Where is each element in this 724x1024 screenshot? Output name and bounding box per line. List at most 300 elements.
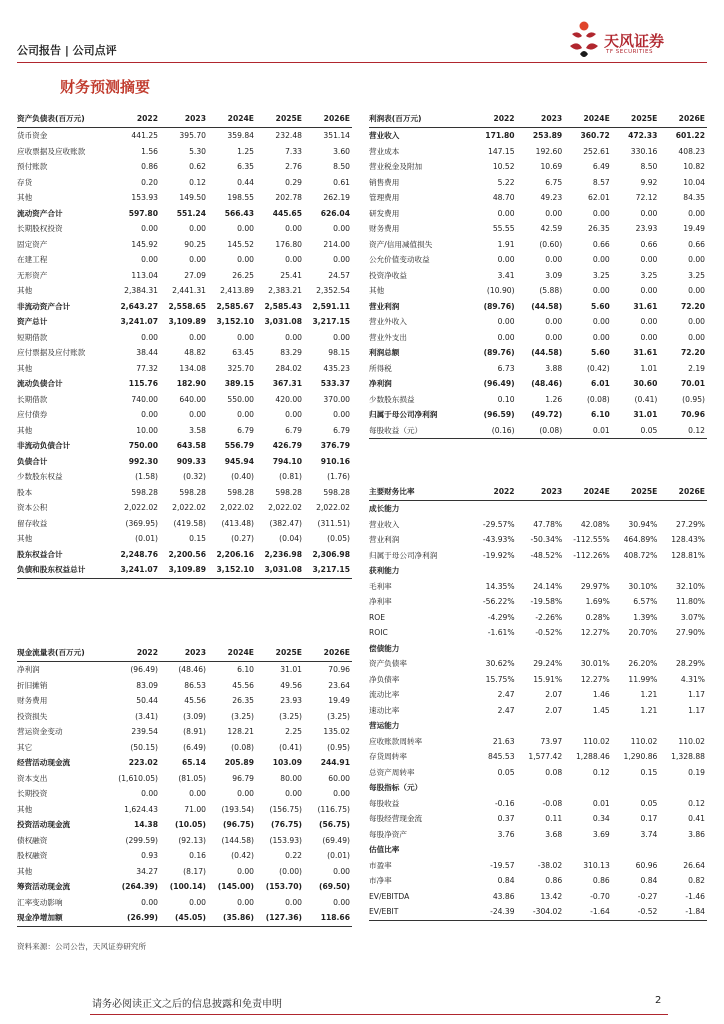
cell-value: 31.01 [280, 665, 302, 674]
cell-value: 566.43 [224, 208, 254, 218]
cell-value: 533.37 [320, 379, 350, 388]
cell-value: 0.00 [545, 208, 563, 218]
row-label: 每股净资产 [369, 829, 407, 839]
cell-value: 0.61 [333, 177, 350, 187]
row-label: 财务费用 [17, 696, 48, 705]
cell-value: 43.86 [492, 891, 515, 901]
logo-subtext: TF SECURITIES [606, 49, 653, 55]
row-label: 无形资产 [17, 270, 48, 280]
cell-value: -24.39 [469, 904, 517, 920]
cell-value: 11.99% [628, 674, 658, 684]
cell-value: (193.54) [221, 804, 254, 814]
cell-value: 10.69 [540, 162, 563, 171]
cell-value: 253.89 [532, 131, 563, 140]
table-row [17, 314, 352, 330]
cell-value: -1.84 [659, 904, 707, 920]
table-row [17, 252, 352, 268]
cell-value: (0.01) [327, 851, 350, 860]
cell-value: 96.79 [232, 773, 254, 783]
row-label: 每股收益 [369, 798, 400, 808]
footer-divider [90, 1014, 668, 1015]
cell-value: (419.58) [173, 518, 206, 528]
cell-value: 27.90% [676, 628, 705, 637]
table-row [369, 842, 707, 858]
cell-value: 945.94 [224, 456, 254, 466]
cell-value: 0.00 [592, 286, 610, 295]
cell-value: 0.00 [189, 789, 206, 798]
cell-value: 7.33 [285, 146, 302, 156]
cell-value: 992.30 [128, 456, 158, 466]
row-label: 总资产周转率 [369, 767, 415, 777]
cell-value: -19.92% [482, 550, 515, 560]
cell-value: (116.75) [317, 804, 350, 814]
column-header: 2026E [659, 111, 707, 128]
cell-value: 0.15 [189, 534, 206, 543]
row-label: 营业成本 [369, 146, 400, 156]
row-label: 在建工程 [17, 255, 48, 264]
cell-value: 113.04 [131, 270, 158, 280]
cell-value: 395.70 [179, 131, 206, 140]
cell-value: 2,022.02 [124, 503, 158, 512]
cell-value: -0.27 [637, 891, 658, 901]
row-label: 营业外支出 [369, 332, 407, 342]
cell-value: (0.32) [183, 472, 206, 481]
cell-value [469, 780, 517, 796]
cell-value: 598.28 [227, 487, 254, 497]
cell-value: 3.07% [680, 612, 705, 622]
cell-value [612, 780, 660, 796]
cell-value [612, 501, 660, 517]
cell-value: 551.24 [176, 208, 206, 218]
cell-value: (0.05) [327, 534, 350, 543]
cell-value: 62.01 [588, 193, 610, 202]
table-row [17, 392, 352, 408]
cell-value: 3,031.08 [264, 317, 302, 326]
cell-value: 601.22 [675, 131, 705, 140]
cell-value: -4.29% [487, 612, 515, 622]
cell-value: -43.93% [482, 535, 515, 544]
row-label: 少数股东权益 [17, 472, 63, 481]
cell-value: 0.12 [688, 798, 705, 808]
company-logo [566, 20, 706, 64]
cell-value: 6.01 [591, 379, 610, 388]
cell-value: 0.00 [497, 255, 515, 264]
table-row [17, 438, 352, 454]
cell-value: 60.00 [328, 773, 350, 783]
cell-value: 1,577.42 [528, 752, 563, 761]
cell-value: 26.35 [588, 224, 610, 233]
cell-value: -1.61% [487, 628, 515, 637]
table-row [369, 221, 707, 237]
cell-value: 0.00 [497, 208, 515, 218]
row-label: 投资活动现金流 [17, 820, 71, 829]
page-number: 2 [655, 995, 662, 1006]
row-label: 公允价值变动收益 [369, 255, 430, 264]
cell-value: 42.59 [540, 224, 563, 233]
table-row [369, 718, 707, 734]
column-header: 2025E [612, 111, 660, 128]
cell-value: 45.56 [232, 680, 254, 690]
cell-value: 0.86 [545, 876, 563, 885]
row-label: 应付债券 [17, 410, 48, 419]
cell-value: 30.01% [580, 659, 610, 668]
header-divider [17, 62, 707, 63]
cell-value: 153.93 [131, 193, 158, 202]
table-row [369, 827, 707, 843]
cell-value: 3,152.10 [216, 317, 254, 326]
cell-value: 5.22 [497, 177, 515, 187]
cell-value: 0.00 [640, 286, 658, 295]
cell-value [659, 842, 707, 858]
cell-value: 0.00 [333, 332, 350, 342]
table-row [17, 361, 352, 377]
cell-value: 0.00 [333, 255, 350, 264]
table-row [17, 755, 352, 771]
cell-value: 2,206.16 [216, 549, 254, 559]
cell-value: 134.08 [179, 363, 206, 373]
cell-value [517, 641, 565, 657]
balance-sheet-table [17, 111, 352, 579]
cell-value: 202.78 [275, 193, 302, 202]
row-label: 存货周转率 [369, 752, 407, 761]
row-label: 流动比率 [369, 690, 400, 699]
cell-value: (49.72) [531, 410, 563, 419]
cell-value: 72.20 [680, 348, 705, 357]
cell-value: 0.00 [285, 332, 302, 342]
cell-value: 0.00 [285, 897, 302, 907]
cell-value: 0.00 [640, 255, 658, 264]
cell-value: 1.26 [545, 394, 563, 404]
cell-value: 26.20% [628, 659, 658, 668]
cell-value: (145.00) [217, 882, 254, 891]
cell-value: 0.00 [592, 255, 610, 264]
table-title: 现金流量表(百万元) [17, 645, 112, 662]
cell-value: 598.28 [179, 487, 206, 497]
cell-value: 3.09 [545, 270, 563, 280]
cell-value: 0.00 [237, 224, 254, 233]
cell-value: 0.11 [545, 814, 563, 823]
table-row [17, 407, 352, 423]
cell-value [564, 780, 612, 796]
cell-value: 0.00 [688, 286, 705, 295]
cell-value: 198.55 [227, 193, 254, 202]
table-row [17, 848, 352, 864]
table-row [369, 889, 707, 905]
cell-value: 376.79 [320, 441, 350, 450]
cell-value: 408.23 [678, 146, 705, 156]
table-row [17, 531, 352, 547]
table-row [369, 144, 707, 160]
cell-value: 2,441.31 [172, 286, 206, 295]
column-header: 2025E [612, 484, 660, 501]
row-label: 流动负债合计 [17, 379, 63, 388]
cell-value: 1,290.86 [623, 752, 658, 761]
cell-value: (48.46) [531, 379, 563, 388]
cell-value: 640.00 [179, 394, 206, 404]
cell-value: 845.53 [488, 752, 515, 761]
cell-value: 0.28% [585, 612, 610, 622]
cell-value: -112.26% [573, 550, 610, 560]
cell-value: 0.37 [497, 814, 515, 823]
table-row [369, 376, 707, 392]
cell-value: 0.62 [189, 162, 206, 171]
table-row [369, 687, 707, 703]
cell-value: 2,022.02 [172, 503, 206, 512]
cell-value: -0.16 [494, 798, 515, 808]
cell-value: 26.25 [232, 270, 254, 280]
cell-value: 8.57 [592, 177, 610, 187]
cell-value: 0.00 [237, 332, 254, 342]
cell-value: 0.05 [612, 423, 660, 439]
cell-value: 10.52 [492, 162, 515, 171]
cell-value: 472.33 [628, 131, 658, 140]
column-header: 2025E [256, 645, 304, 662]
cell-value [612, 563, 660, 579]
cell-value: 0.00 [189, 255, 206, 264]
cell-value: (0.41) [279, 742, 302, 752]
cell-value: 1.17 [688, 690, 705, 699]
cell-value: 0.00 [189, 224, 206, 233]
cell-value: 5.30 [189, 146, 206, 156]
cell-value: (76.75) [271, 820, 302, 829]
row-label: 净负债率 [369, 674, 400, 684]
cell-value: 24.14% [533, 581, 563, 591]
cell-value: 2,585.67 [216, 301, 254, 311]
table-row [17, 562, 352, 578]
table-row [369, 656, 707, 672]
cell-value: 445.65 [272, 208, 302, 218]
cell-value: (10.05) [175, 820, 206, 829]
cell-value: 147.15 [488, 146, 515, 156]
cell-value: 6.75 [545, 177, 563, 187]
cell-value: 49.23 [540, 193, 563, 202]
table-row [17, 786, 352, 802]
cell-value: 6.10 [237, 665, 254, 674]
cell-value: 0.00 [237, 897, 254, 907]
column-header: 2023 [160, 645, 208, 662]
cell-value: 19.49 [328, 696, 350, 705]
cell-value: 0.82 [688, 876, 705, 885]
row-label: 其他 [17, 804, 33, 814]
cell-value: (45.05) [160, 910, 208, 926]
cell-value: 50.44 [136, 696, 158, 705]
cell-value: (0.27) [231, 534, 254, 543]
cell-value: 359.84 [227, 131, 254, 140]
cell-value: 110.02 [583, 736, 610, 746]
table-row [17, 724, 352, 740]
cell-value: 10.00 [136, 425, 158, 435]
cell-value: 252.61 [583, 146, 610, 156]
cell-value: 13.42 [540, 891, 563, 901]
row-label: 营业收入 [369, 131, 400, 140]
table-row [369, 873, 707, 889]
row-label: 所得税 [369, 363, 392, 373]
cell-value [612, 641, 660, 657]
row-label: 股东权益合计 [17, 549, 63, 559]
cell-value: 0.15 [640, 767, 658, 777]
table-row [369, 780, 707, 796]
cell-value: 3.69 [592, 829, 610, 839]
cell-value: 70.01 [680, 379, 705, 388]
table-row [369, 314, 707, 330]
cell-value: 128.81% [671, 550, 705, 560]
row-label: 长期借款 [17, 394, 48, 404]
cell-value: 1,624.43 [124, 804, 158, 814]
cell-value: 408.72% [623, 550, 658, 560]
table-row [369, 532, 707, 548]
cell-value: 1.39% [633, 612, 658, 622]
row-label: 利润总额 [369, 348, 400, 357]
row-label: 长期投资 [17, 789, 48, 798]
cell-value: -19.58% [530, 597, 563, 606]
cell-value [517, 780, 565, 796]
row-label: 净利润 [17, 665, 40, 674]
cell-value: 3.60 [333, 146, 350, 156]
table-row [17, 330, 352, 346]
cell-value: 29.97% [580, 581, 610, 591]
row-label: 非流动负债合计 [17, 441, 71, 450]
table-row [17, 817, 352, 833]
row-label: 资本支出 [17, 773, 48, 783]
table-header-row [17, 645, 352, 662]
cell-value: 83.29 [280, 348, 302, 357]
cell-value [564, 563, 612, 579]
cell-value: 370.00 [323, 394, 350, 404]
cell-value: 83.09 [136, 680, 158, 690]
cell-value: 77.32 [136, 363, 158, 373]
cell-value: 30.10% [628, 581, 658, 591]
row-label: 应收账款周转率 [369, 736, 423, 746]
row-label: 非流动资产合计 [17, 301, 71, 311]
cell-value: 42.08% [580, 519, 610, 529]
cell-value: 24.57 [328, 270, 350, 280]
cell-value: 0.00 [189, 332, 206, 342]
row-label: 经营活动现金流 [17, 758, 71, 767]
table-row [369, 594, 707, 610]
cell-value: 0.00 [189, 410, 206, 419]
cell-value: 0.00 [592, 317, 610, 326]
cell-value: 0.00 [688, 317, 705, 326]
cell-value: 244.91 [320, 758, 350, 767]
cell-value: -0.08 [542, 798, 563, 808]
cell-value: 6.79 [333, 425, 350, 435]
cell-value: 426.79 [272, 441, 302, 450]
cell-value: (69.49) [322, 835, 350, 845]
row-label: 其他 [369, 286, 385, 295]
cell-value: 11.80% [676, 597, 705, 606]
cell-value: 0.00 [545, 255, 563, 264]
row-label: 汇率变动影响 [17, 897, 63, 907]
row-label: 资本公积 [17, 503, 48, 512]
cell-value: 0.00 [497, 332, 515, 342]
table-row [17, 469, 352, 485]
table-title: 资产负债表(百万元) [17, 111, 112, 128]
row-label: 市盈率 [369, 860, 392, 870]
cell-value: 262.19 [323, 193, 350, 202]
cell-value: 5.60 [591, 348, 610, 357]
cell-value: 3,241.07 [112, 562, 160, 578]
row-label: 负债和股东权益总计 [17, 562, 112, 578]
cell-value [469, 842, 517, 858]
cell-value: 20.70% [628, 628, 658, 637]
row-label: 债权融资 [17, 835, 48, 845]
cell-value [517, 718, 565, 734]
cell-value [564, 641, 612, 657]
row-label: 归属于母公司净利润 [369, 550, 438, 560]
row-label: 毛利率 [369, 581, 392, 591]
cell-value [469, 641, 517, 657]
table-row [369, 237, 707, 253]
table-row [17, 500, 352, 516]
cell-value: 31.01 [633, 410, 658, 419]
table-title: 利润表(百万元) [369, 111, 469, 128]
row-label: 现金净增加额 [17, 910, 112, 926]
cell-value: 0.12 [189, 177, 206, 187]
cell-value: -304.02 [517, 904, 565, 920]
table-row [17, 895, 352, 911]
cell-value: 149.50 [179, 193, 206, 202]
cell-value: (1.58) [135, 472, 158, 481]
cell-value: 0.00 [333, 224, 350, 233]
cell-value: 6.10 [591, 410, 610, 419]
cell-value: 0.41 [688, 814, 705, 823]
cell-value: 145.92 [131, 239, 158, 249]
table-row [369, 749, 707, 765]
cell-value: (96.49) [130, 665, 158, 674]
cell-value: 1.46 [592, 690, 610, 699]
cell-value: -112.55% [573, 535, 610, 544]
cell-value: 3,152.10 [208, 562, 256, 578]
cell-value: 26.64 [683, 860, 705, 870]
cell-value: -48.52% [530, 550, 563, 560]
cell-value: 1,328.88 [671, 752, 705, 761]
cell-value: 0.66 [640, 239, 658, 249]
cell-value: 12.27% [580, 674, 610, 684]
cell-value [659, 563, 707, 579]
cell-value: (369.95) [125, 518, 158, 528]
cell-value: 14.38 [133, 820, 158, 829]
cell-value: 0.00 [592, 332, 610, 342]
row-label: 市净率 [369, 876, 392, 885]
table-row [17, 516, 352, 532]
column-header: 2026E [304, 111, 352, 128]
cell-value: 3,031.08 [256, 562, 304, 578]
cell-value: 239.54 [131, 727, 158, 736]
cell-value: 598.28 [323, 487, 350, 497]
table-row [17, 485, 352, 501]
cell-value: 6.49 [592, 162, 610, 171]
cell-value: 128.43% [671, 535, 705, 544]
table-row [369, 159, 707, 175]
cell-value: 171.80 [485, 131, 515, 140]
cell-value: (127.36) [256, 910, 304, 926]
cell-value: (0.08) [517, 423, 565, 439]
table-header-row [369, 111, 707, 128]
cell-value: (6.49) [183, 742, 206, 752]
cell-value: 910.16 [320, 456, 350, 466]
cell-value: (299.59) [125, 835, 158, 845]
cell-value: 63.45 [232, 348, 254, 357]
cell-value: 0.05 [497, 767, 515, 777]
cell-value: 2,591.11 [312, 301, 350, 311]
cell-value: 128.21 [227, 727, 254, 736]
source-note: 资料来源：公司公告，天风证券研究所 [17, 942, 147, 951]
column-header: 2022 [112, 645, 160, 662]
cell-value: 0.00 [640, 317, 658, 326]
cell-value: (3.25) [231, 711, 254, 721]
cell-value: (382.47) [269, 518, 302, 528]
cell-value: 3.25 [592, 270, 610, 280]
